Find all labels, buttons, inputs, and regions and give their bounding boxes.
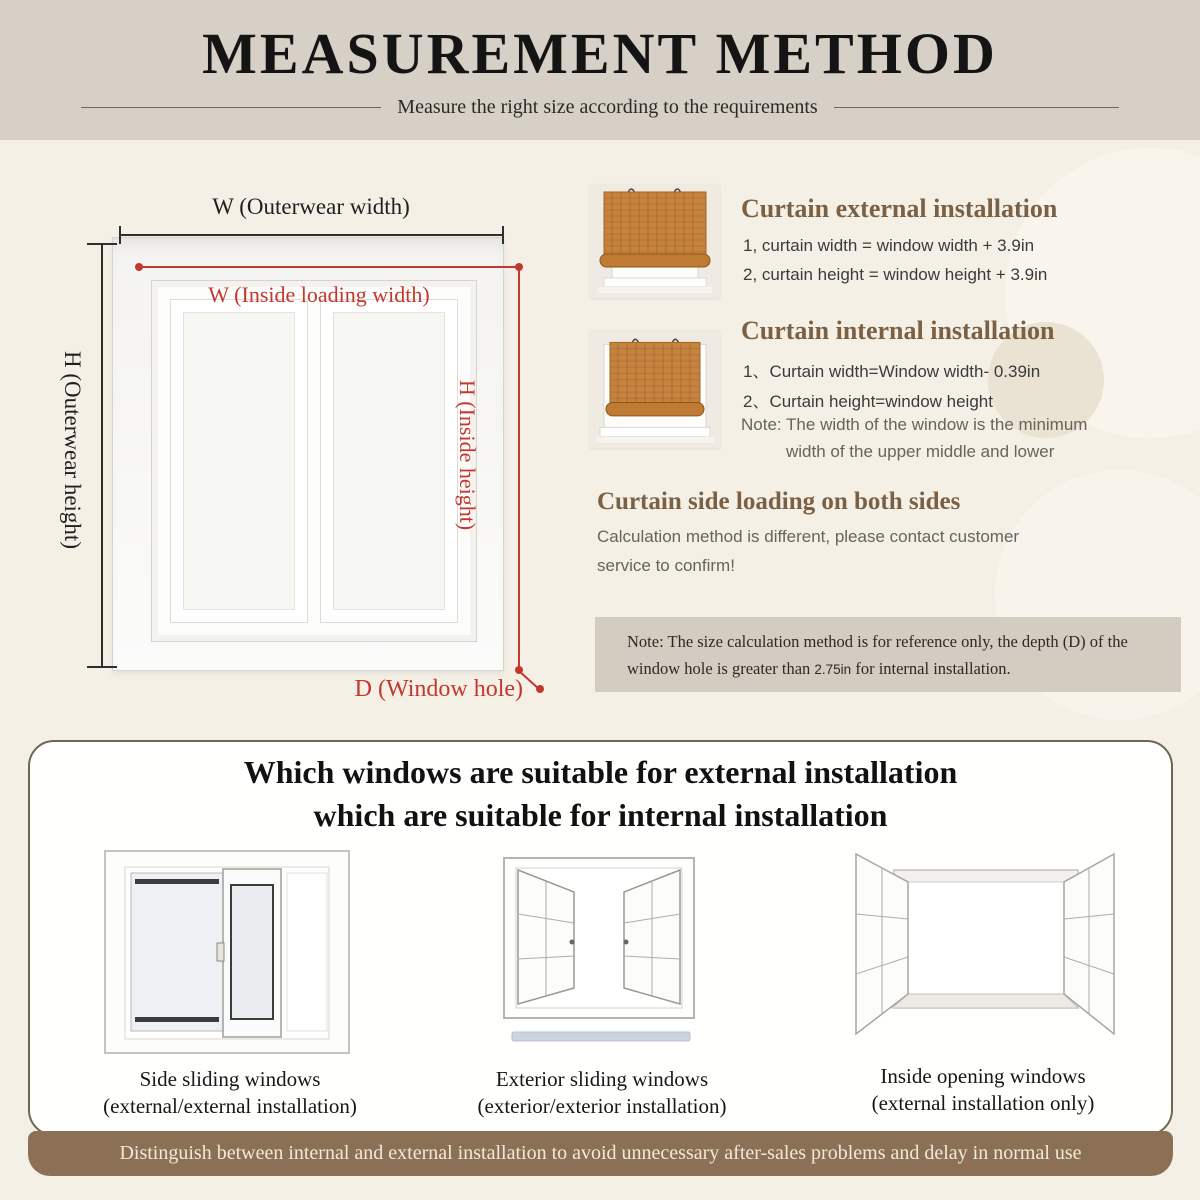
bamboo-blind-external-image xyxy=(590,184,720,298)
window-glass xyxy=(333,312,445,610)
internal-rule-2: 2、Curtain height=window height xyxy=(743,392,993,411)
outer-height-label: H (Outerwear height) xyxy=(60,351,85,549)
internal-note-line-1: Note: The width of the window is the minimum xyxy=(741,415,1088,434)
note-box-line-2 xyxy=(627,655,1181,683)
window-hole-dot-top xyxy=(515,666,523,674)
note-box-line-2a: window hole is greater than xyxy=(627,659,815,678)
note-box-line-1: Note: The size calculation method is for reference only, the depth (D) of the xyxy=(627,632,1128,651)
external-rule-2: 2, curtain height = window height + 3.9in xyxy=(743,265,1048,284)
exterior-sliding-window-image xyxy=(462,852,742,1062)
inside-width-dot-left xyxy=(135,263,143,271)
page-title: MEASUREMENT METHOD xyxy=(202,21,998,86)
window-glass xyxy=(183,312,295,610)
caption-exterior-sliding-line-1: Exterior sliding windows xyxy=(495,1067,709,1091)
outer-width-tick-left xyxy=(119,226,121,244)
page-subtitle: Measure the right size according to the requirements xyxy=(397,96,818,118)
side-sliding-window-svg xyxy=(95,845,365,1060)
side-loading-line-2: service to confirm! xyxy=(597,556,735,575)
outer-height-tick-bottom xyxy=(87,666,117,668)
internal-rule-1: 1、Curtain width=Window width- 0.39in xyxy=(743,362,1041,381)
inside-opening-window-svg xyxy=(840,848,1130,1058)
subtitle-row xyxy=(0,96,1200,119)
window-pane-left xyxy=(170,299,308,623)
caption-inside-opening-line-2: (external installation only) xyxy=(871,1091,1095,1115)
side-loading-line-1: Calculation method is different, please contact customer xyxy=(597,527,1020,546)
subtitle-left-rule xyxy=(81,107,381,108)
window-inner-frame xyxy=(151,280,477,642)
depth-note-box xyxy=(595,617,1181,692)
bamboo-blind-internal-image xyxy=(590,330,720,448)
internal-installation-heading: Curtain internal installation xyxy=(741,316,1055,345)
outer-width-line xyxy=(119,234,503,236)
inside-height-line xyxy=(518,267,520,670)
window-pane-right xyxy=(320,299,458,623)
caption-inside-opening-line-1: Inside opening windows xyxy=(880,1064,1086,1088)
subtitle-right-rule xyxy=(834,107,1119,108)
caption-exterior-sliding-line-2: (exterior/exterior installation) xyxy=(477,1094,727,1118)
suitability-title-line-1: Which windows are suitable for external installation xyxy=(243,754,958,790)
note-box-depth-value: 2.75in xyxy=(814,662,852,677)
inside-width-line xyxy=(139,266,519,268)
caption-side-sliding-line-2: (external/external installation) xyxy=(103,1094,357,1118)
outer-height-tick-top xyxy=(87,243,117,245)
outer-width-label: W (Outerwear width) xyxy=(212,194,410,219)
note-box-line-2c: for internal installation. xyxy=(851,659,1011,678)
internal-installation-thumbnail xyxy=(590,330,720,448)
external-installation-heading: Curtain external installation xyxy=(741,194,1058,223)
side-sliding-window-image xyxy=(95,845,365,1065)
caption-side-sliding-line-1: Side sliding windows xyxy=(139,1067,321,1091)
bottom-banner xyxy=(28,1131,1173,1176)
internal-note-line-2: width of the upper middle and lower xyxy=(786,442,1055,461)
inside-width-label: W (Inside loading width) xyxy=(208,282,430,307)
inside-opening-window-image xyxy=(840,848,1130,1063)
window-hole-label: D (Window hole) xyxy=(354,676,523,702)
bottom-banner-text: Distinguish between internal and external installation to avoid unnecessary after-sales problems and delay in normal use xyxy=(119,1142,1082,1164)
outer-width-tick-right xyxy=(502,226,504,244)
suitability-title-line-2: which are suitable for internal installation xyxy=(313,797,888,833)
external-installation-thumbnail xyxy=(590,184,720,298)
side-loading-heading: Curtain side loading on both sides xyxy=(597,488,961,515)
outer-height-line xyxy=(101,243,103,667)
window-hole-dot-bottom xyxy=(536,685,544,693)
external-rule-1: 1, curtain width = window width + 3.9in xyxy=(743,236,1035,255)
exterior-sliding-window-svg xyxy=(462,852,742,1057)
inside-height-label: H (Inside height) xyxy=(455,379,480,531)
